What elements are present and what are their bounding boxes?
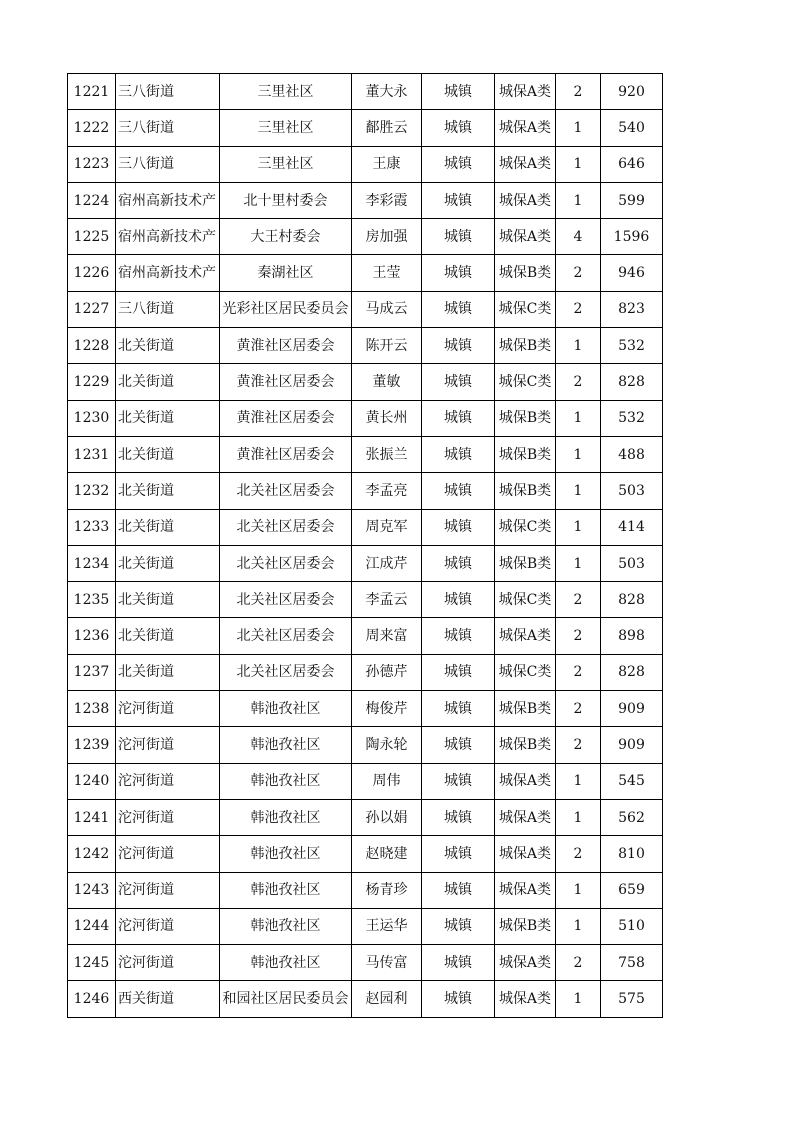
insurance-category-cell: 城保A类 bbox=[495, 799, 556, 835]
household-type-cell: 城镇 bbox=[422, 146, 495, 182]
street-cell: 宿州高新技术产 bbox=[116, 182, 220, 218]
amount-cell: 758 bbox=[601, 945, 663, 981]
street-cell: 三八街道 bbox=[116, 74, 220, 110]
insurance-category-cell: 城保A类 bbox=[495, 618, 556, 654]
street-cell: 宿州高新技术产 bbox=[116, 219, 220, 255]
amount-cell: 545 bbox=[601, 763, 663, 799]
community-cell: 北十里村委会 bbox=[220, 182, 352, 218]
amount-cell: 540 bbox=[601, 110, 663, 146]
community-cell: 韩池孜社区 bbox=[220, 727, 352, 763]
name-cell: 杨青珍 bbox=[352, 872, 422, 908]
household-type-cell: 城镇 bbox=[422, 182, 495, 218]
name-cell: 周伟 bbox=[352, 763, 422, 799]
community-cell: 韩池孜社区 bbox=[220, 691, 352, 727]
serial-number-cell: 1241 bbox=[68, 799, 116, 835]
serial-number-cell: 1245 bbox=[68, 945, 116, 981]
household-type-cell: 城镇 bbox=[422, 291, 495, 327]
community-cell: 韩池孜社区 bbox=[220, 836, 352, 872]
household-type-cell: 城镇 bbox=[422, 945, 495, 981]
table-row bbox=[68, 582, 663, 618]
street-cell: 沱河街道 bbox=[116, 908, 220, 944]
community-cell: 韩池孜社区 bbox=[220, 945, 352, 981]
table-row bbox=[68, 400, 663, 436]
table-row bbox=[68, 691, 663, 727]
member-count-cell: 2 bbox=[556, 654, 601, 690]
member-count-cell: 2 bbox=[556, 727, 601, 763]
household-type-cell: 城镇 bbox=[422, 74, 495, 110]
community-cell: 黄淮社区居委会 bbox=[220, 436, 352, 472]
insurance-category-cell: 城保B类 bbox=[495, 473, 556, 509]
member-count-cell: 2 bbox=[556, 255, 601, 291]
amount-cell: 909 bbox=[601, 727, 663, 763]
community-cell: 秦湖社区 bbox=[220, 255, 352, 291]
table-row bbox=[68, 727, 663, 763]
amount-cell: 503 bbox=[601, 473, 663, 509]
community-cell: 三里社区 bbox=[220, 110, 352, 146]
table-row bbox=[68, 872, 663, 908]
table-row bbox=[68, 436, 663, 472]
member-count-cell: 1 bbox=[556, 763, 601, 799]
insurance-category-cell: 城保C类 bbox=[495, 509, 556, 545]
records-table bbox=[67, 73, 663, 1018]
serial-number-cell: 1236 bbox=[68, 618, 116, 654]
insurance-category-cell: 城保A类 bbox=[495, 981, 556, 1017]
household-type-cell: 城镇 bbox=[422, 473, 495, 509]
table-row bbox=[68, 291, 663, 327]
street-cell: 沱河街道 bbox=[116, 727, 220, 763]
insurance-category-cell: 城保A类 bbox=[495, 146, 556, 182]
name-cell: 马传富 bbox=[352, 945, 422, 981]
amount-cell: 909 bbox=[601, 691, 663, 727]
serial-number-cell: 1238 bbox=[68, 691, 116, 727]
name-cell: 陶永轮 bbox=[352, 727, 422, 763]
insurance-category-cell: 城保B类 bbox=[495, 255, 556, 291]
community-cell: 韩池孜社区 bbox=[220, 763, 352, 799]
household-type-cell: 城镇 bbox=[422, 654, 495, 690]
household-type-cell: 城镇 bbox=[422, 110, 495, 146]
community-cell: 韩池孜社区 bbox=[220, 908, 352, 944]
table-row bbox=[68, 618, 663, 654]
table-row bbox=[68, 255, 663, 291]
community-cell: 北关社区居委会 bbox=[220, 509, 352, 545]
community-cell: 北关社区居委会 bbox=[220, 582, 352, 618]
street-cell: 北关街道 bbox=[116, 400, 220, 436]
street-cell: 北关街道 bbox=[116, 654, 220, 690]
insurance-category-cell: 城保B类 bbox=[495, 400, 556, 436]
insurance-category-cell: 城保C类 bbox=[495, 364, 556, 400]
member-count-cell: 2 bbox=[556, 74, 601, 110]
name-cell: 董大永 bbox=[352, 74, 422, 110]
name-cell: 孙以娟 bbox=[352, 799, 422, 835]
member-count-cell: 1 bbox=[556, 509, 601, 545]
insurance-category-cell: 城保A类 bbox=[495, 836, 556, 872]
household-type-cell: 城镇 bbox=[422, 727, 495, 763]
table-row bbox=[68, 763, 663, 799]
serial-number-cell: 1243 bbox=[68, 872, 116, 908]
community-cell: 北关社区居委会 bbox=[220, 654, 352, 690]
household-type-cell: 城镇 bbox=[422, 509, 495, 545]
table-row bbox=[68, 364, 663, 400]
amount-cell: 532 bbox=[601, 328, 663, 364]
name-cell: 陈开云 bbox=[352, 328, 422, 364]
name-cell: 黄长州 bbox=[352, 400, 422, 436]
community-cell: 北关社区居委会 bbox=[220, 545, 352, 581]
serial-number-cell: 1240 bbox=[68, 763, 116, 799]
street-cell: 北关街道 bbox=[116, 328, 220, 364]
table-row bbox=[68, 328, 663, 364]
street-cell: 西关街道 bbox=[116, 981, 220, 1017]
insurance-category-cell: 城保B类 bbox=[495, 436, 556, 472]
table-row bbox=[68, 799, 663, 835]
name-cell: 赵晓建 bbox=[352, 836, 422, 872]
member-count-cell: 2 bbox=[556, 691, 601, 727]
insurance-category-cell: 城保A类 bbox=[495, 872, 556, 908]
serial-number-cell: 1225 bbox=[68, 219, 116, 255]
amount-cell: 510 bbox=[601, 908, 663, 944]
insurance-category-cell: 城保C类 bbox=[495, 582, 556, 618]
member-count-cell: 2 bbox=[556, 618, 601, 654]
household-type-cell: 城镇 bbox=[422, 364, 495, 400]
name-cell: 房加强 bbox=[352, 219, 422, 255]
household-type-cell: 城镇 bbox=[422, 545, 495, 581]
name-cell: 王莹 bbox=[352, 255, 422, 291]
community-cell: 北关社区居委会 bbox=[220, 618, 352, 654]
street-cell: 北关街道 bbox=[116, 473, 220, 509]
insurance-category-cell: 城保B类 bbox=[495, 908, 556, 944]
household-type-cell: 城镇 bbox=[422, 400, 495, 436]
street-cell: 沱河街道 bbox=[116, 799, 220, 835]
amount-cell: 532 bbox=[601, 400, 663, 436]
table-row bbox=[68, 146, 663, 182]
table-row bbox=[68, 74, 663, 110]
insurance-category-cell: 城保B类 bbox=[495, 328, 556, 364]
household-type-cell: 城镇 bbox=[422, 799, 495, 835]
insurance-category-cell: 城保A类 bbox=[495, 110, 556, 146]
street-cell: 三八街道 bbox=[116, 291, 220, 327]
serial-number-cell: 1226 bbox=[68, 255, 116, 291]
name-cell: 李孟亮 bbox=[352, 473, 422, 509]
household-type-cell: 城镇 bbox=[422, 255, 495, 291]
records-table-body bbox=[68, 74, 663, 1018]
member-count-cell: 1 bbox=[556, 908, 601, 944]
serial-number-cell: 1224 bbox=[68, 182, 116, 218]
name-cell: 王运华 bbox=[352, 908, 422, 944]
community-cell: 大王村委会 bbox=[220, 219, 352, 255]
household-type-cell: 城镇 bbox=[422, 872, 495, 908]
insurance-category-cell: 城保B类 bbox=[495, 727, 556, 763]
amount-cell: 810 bbox=[601, 836, 663, 872]
serial-number-cell: 1244 bbox=[68, 908, 116, 944]
household-type-cell: 城镇 bbox=[422, 219, 495, 255]
street-cell: 沱河街道 bbox=[116, 691, 220, 727]
serial-number-cell: 1231 bbox=[68, 436, 116, 472]
community-cell: 三里社区 bbox=[220, 74, 352, 110]
insurance-category-cell: 城保B类 bbox=[495, 545, 556, 581]
member-count-cell: 2 bbox=[556, 582, 601, 618]
name-cell: 梅俊芹 bbox=[352, 691, 422, 727]
serial-number-cell: 1227 bbox=[68, 291, 116, 327]
community-cell: 三里社区 bbox=[220, 146, 352, 182]
member-count-cell: 1 bbox=[556, 328, 601, 364]
street-cell: 沱河街道 bbox=[116, 763, 220, 799]
household-type-cell: 城镇 bbox=[422, 618, 495, 654]
serial-number-cell: 1235 bbox=[68, 582, 116, 618]
insurance-category-cell: 城保A类 bbox=[495, 763, 556, 799]
member-count-cell: 2 bbox=[556, 364, 601, 400]
serial-number-cell: 1232 bbox=[68, 473, 116, 509]
amount-cell: 503 bbox=[601, 545, 663, 581]
street-cell: 北关街道 bbox=[116, 364, 220, 400]
street-cell: 北关街道 bbox=[116, 618, 220, 654]
community-cell: 黄淮社区居委会 bbox=[220, 364, 352, 400]
community-cell: 和园社区居民委员会 bbox=[220, 981, 352, 1017]
street-cell: 宿州高新技术产 bbox=[116, 255, 220, 291]
street-cell: 沱河街道 bbox=[116, 836, 220, 872]
serial-number-cell: 1229 bbox=[68, 364, 116, 400]
insurance-category-cell: 城保B类 bbox=[495, 691, 556, 727]
insurance-category-cell: 城保A类 bbox=[495, 219, 556, 255]
name-cell: 江成芹 bbox=[352, 545, 422, 581]
street-cell: 北关街道 bbox=[116, 545, 220, 581]
amount-cell: 575 bbox=[601, 981, 663, 1017]
name-cell: 张振兰 bbox=[352, 436, 422, 472]
street-cell: 北关街道 bbox=[116, 436, 220, 472]
community-cell: 北关社区居委会 bbox=[220, 473, 352, 509]
insurance-category-cell: 城保C类 bbox=[495, 654, 556, 690]
amount-cell: 414 bbox=[601, 509, 663, 545]
table-row bbox=[68, 182, 663, 218]
household-type-cell: 城镇 bbox=[422, 582, 495, 618]
name-cell: 李彩霞 bbox=[352, 182, 422, 218]
household-type-cell: 城镇 bbox=[422, 763, 495, 799]
member-count-cell: 1 bbox=[556, 400, 601, 436]
serial-number-cell: 1223 bbox=[68, 146, 116, 182]
serial-number-cell: 1228 bbox=[68, 328, 116, 364]
name-cell: 周克军 bbox=[352, 509, 422, 545]
table-row bbox=[68, 110, 663, 146]
member-count-cell: 2 bbox=[556, 836, 601, 872]
serial-number-cell: 1221 bbox=[68, 74, 116, 110]
name-cell: 马成云 bbox=[352, 291, 422, 327]
amount-cell: 646 bbox=[601, 146, 663, 182]
name-cell: 赵园利 bbox=[352, 981, 422, 1017]
street-cell: 沱河街道 bbox=[116, 872, 220, 908]
member-count-cell: 1 bbox=[556, 110, 601, 146]
name-cell: 孙德芹 bbox=[352, 654, 422, 690]
serial-number-cell: 1222 bbox=[68, 110, 116, 146]
street-cell: 三八街道 bbox=[116, 110, 220, 146]
insurance-category-cell: 城保A类 bbox=[495, 74, 556, 110]
member-count-cell: 1 bbox=[556, 473, 601, 509]
amount-cell: 898 bbox=[601, 618, 663, 654]
community-cell: 光彩社区居民委员会 bbox=[220, 291, 352, 327]
amount-cell: 946 bbox=[601, 255, 663, 291]
amount-cell: 599 bbox=[601, 182, 663, 218]
community-cell: 黄淮社区居委会 bbox=[220, 328, 352, 364]
table-row bbox=[68, 219, 663, 255]
insurance-category-cell: 城保A类 bbox=[495, 182, 556, 218]
member-count-cell: 4 bbox=[556, 219, 601, 255]
amount-cell: 1596 bbox=[601, 219, 663, 255]
amount-cell: 823 bbox=[601, 291, 663, 327]
member-count-cell: 1 bbox=[556, 436, 601, 472]
name-cell: 王康 bbox=[352, 146, 422, 182]
street-cell: 北关街道 bbox=[116, 509, 220, 545]
household-type-cell: 城镇 bbox=[422, 981, 495, 1017]
table-row bbox=[68, 981, 663, 1017]
serial-number-cell: 1230 bbox=[68, 400, 116, 436]
amount-cell: 562 bbox=[601, 799, 663, 835]
household-type-cell: 城镇 bbox=[422, 836, 495, 872]
table-row bbox=[68, 545, 663, 581]
name-cell: 周来富 bbox=[352, 618, 422, 654]
amount-cell: 488 bbox=[601, 436, 663, 472]
member-count-cell: 1 bbox=[556, 799, 601, 835]
amount-cell: 828 bbox=[601, 654, 663, 690]
member-count-cell: 1 bbox=[556, 545, 601, 581]
amount-cell: 659 bbox=[601, 872, 663, 908]
street-cell: 沱河街道 bbox=[116, 945, 220, 981]
household-type-cell: 城镇 bbox=[422, 908, 495, 944]
amount-cell: 828 bbox=[601, 364, 663, 400]
street-cell: 北关街道 bbox=[116, 582, 220, 618]
member-count-cell: 1 bbox=[556, 981, 601, 1017]
member-count-cell: 1 bbox=[556, 182, 601, 218]
serial-number-cell: 1246 bbox=[68, 981, 116, 1017]
household-type-cell: 城镇 bbox=[422, 691, 495, 727]
member-count-cell: 1 bbox=[556, 146, 601, 182]
insurance-category-cell: 城保A类 bbox=[495, 945, 556, 981]
name-cell: 董敏 bbox=[352, 364, 422, 400]
table-row bbox=[68, 945, 663, 981]
community-cell: 韩池孜社区 bbox=[220, 872, 352, 908]
amount-cell: 828 bbox=[601, 582, 663, 618]
table-row bbox=[68, 509, 663, 545]
table-row bbox=[68, 908, 663, 944]
serial-number-cell: 1239 bbox=[68, 727, 116, 763]
serial-number-cell: 1237 bbox=[68, 654, 116, 690]
community-cell: 韩池孜社区 bbox=[220, 799, 352, 835]
member-count-cell: 2 bbox=[556, 291, 601, 327]
member-count-cell: 2 bbox=[556, 945, 601, 981]
insurance-category-cell: 城保C类 bbox=[495, 291, 556, 327]
community-cell: 黄淮社区居委会 bbox=[220, 400, 352, 436]
table-row bbox=[68, 654, 663, 690]
name-cell: 李孟云 bbox=[352, 582, 422, 618]
serial-number-cell: 1233 bbox=[68, 509, 116, 545]
table-row bbox=[68, 836, 663, 872]
household-type-cell: 城镇 bbox=[422, 328, 495, 364]
member-count-cell: 1 bbox=[556, 872, 601, 908]
serial-number-cell: 1234 bbox=[68, 545, 116, 581]
amount-cell: 920 bbox=[601, 74, 663, 110]
name-cell: 鄐胜云 bbox=[352, 110, 422, 146]
street-cell: 三八街道 bbox=[116, 146, 220, 182]
household-type-cell: 城镇 bbox=[422, 436, 495, 472]
table-row bbox=[68, 473, 663, 509]
serial-number-cell: 1242 bbox=[68, 836, 116, 872]
